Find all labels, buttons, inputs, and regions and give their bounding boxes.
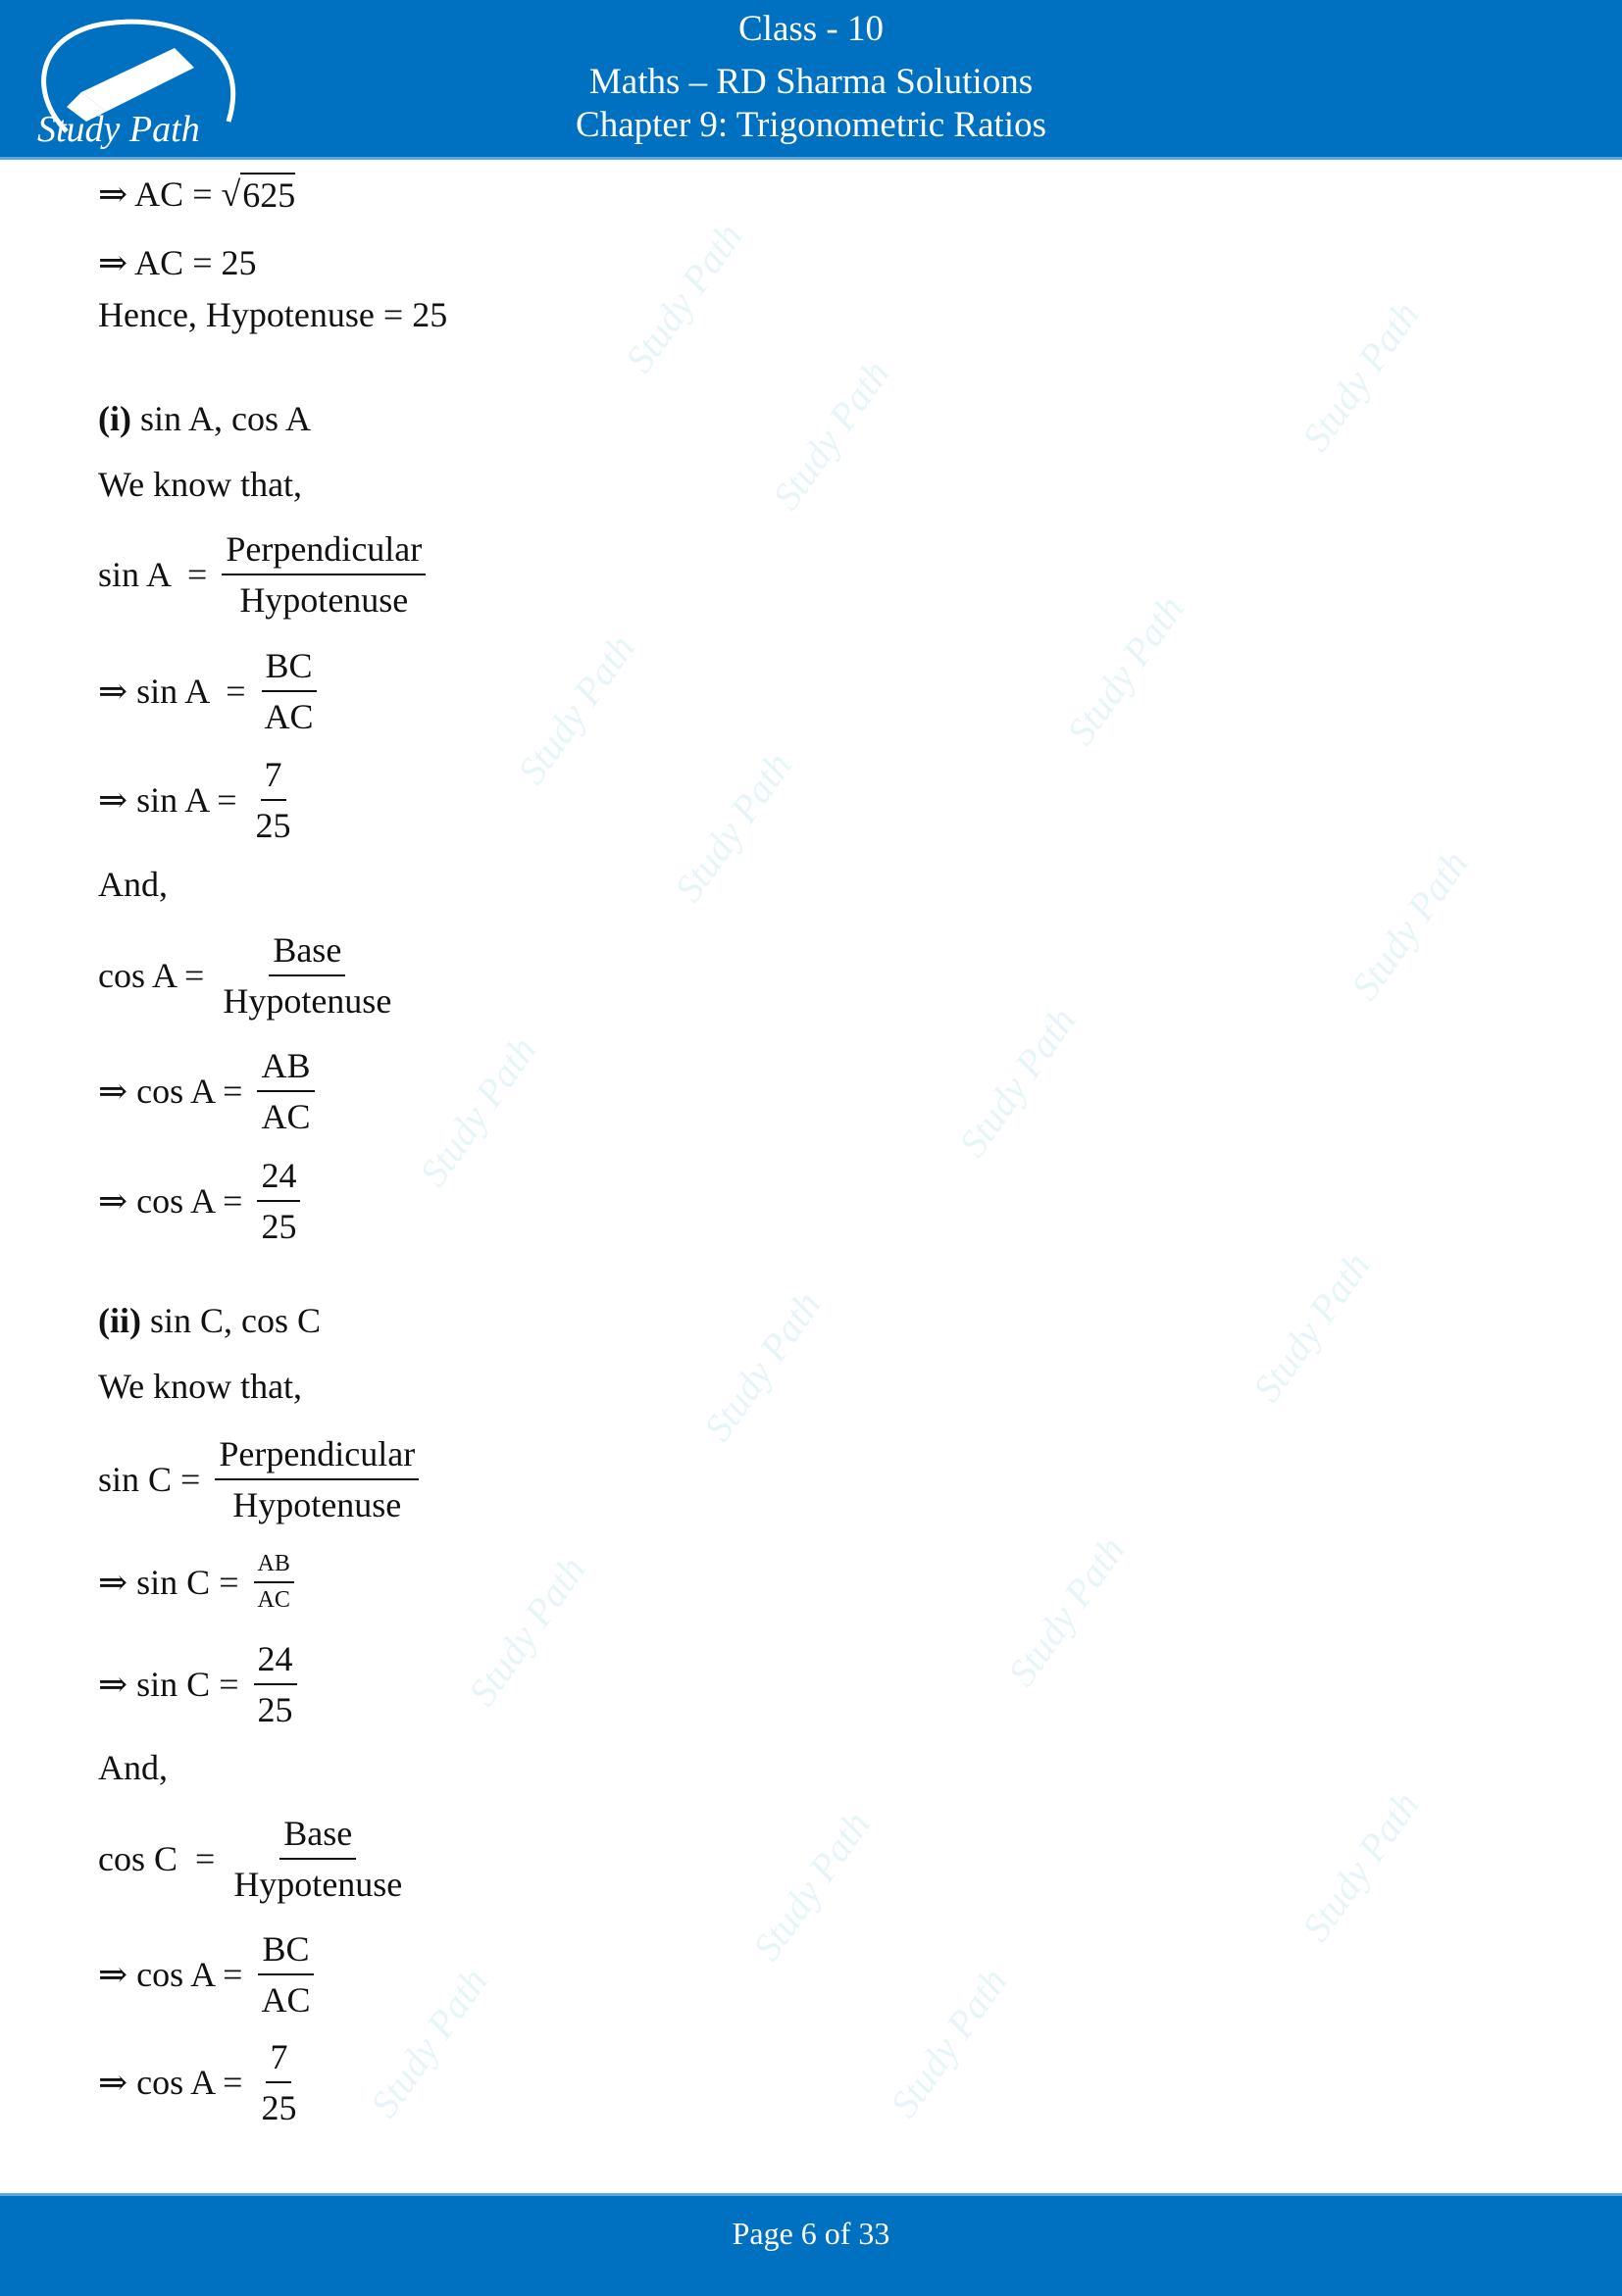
equation bbox=[98, 1813, 412, 1905]
watermark: Study Path bbox=[949, 999, 1085, 1165]
fraction bbox=[219, 929, 395, 1022]
eq-lhs: sin C = bbox=[98, 1460, 210, 1499]
denominator: 25 bbox=[261, 2088, 297, 2127]
denominator: AC bbox=[264, 697, 314, 736]
eq-lhs: ⇒ cos A = bbox=[98, 1955, 252, 1994]
equation bbox=[98, 754, 301, 846]
denominator: 25 bbox=[255, 806, 291, 845]
denominator: AC bbox=[261, 1980, 311, 2020]
watermark: Study Path bbox=[1342, 842, 1477, 1008]
eq-lhs: cos C = bbox=[98, 1839, 225, 1878]
part-ii-heading bbox=[98, 1300, 321, 1341]
fraction bbox=[254, 1638, 297, 1730]
eq-lhs: ⇒ AC = √ bbox=[98, 175, 241, 214]
watermark: Study Path bbox=[665, 744, 800, 910]
fraction bbox=[229, 1813, 406, 1905]
statement: And, bbox=[98, 865, 168, 904]
numerator: Base bbox=[269, 929, 345, 976]
denominator: AC bbox=[257, 1587, 290, 1613]
equation bbox=[98, 528, 431, 621]
equation bbox=[98, 645, 324, 737]
watermark: Study Path bbox=[881, 1960, 1016, 2125]
equation bbox=[98, 1045, 321, 1137]
denominator: 25 bbox=[257, 1690, 293, 1729]
part-i-heading bbox=[98, 398, 311, 439]
numerator: 7 bbox=[261, 754, 286, 801]
denominator: AC bbox=[261, 1097, 311, 1136]
denominator: Hypotenuse bbox=[239, 580, 409, 620]
watermark: Study Path bbox=[694, 1283, 830, 1449]
watermark: Study Path bbox=[459, 1548, 594, 1714]
radicand: 625 bbox=[240, 173, 295, 216]
eq-lhs: ⇒ cos A = bbox=[98, 2063, 252, 2102]
denominator: Hypotenuse bbox=[233, 1865, 403, 1904]
equation-ac-sqrt bbox=[98, 173, 295, 216]
statement: We know that, bbox=[98, 465, 303, 504]
fraction bbox=[252, 754, 295, 846]
numerator: BC bbox=[258, 1928, 313, 1975]
numerator: AB bbox=[257, 1045, 314, 1092]
numerator: 7 bbox=[266, 2036, 291, 2083]
numerator: 24 bbox=[254, 1638, 297, 1685]
hypotenuse-conclusion: Hence, Hypotenuse = 25 bbox=[98, 295, 448, 334]
equation bbox=[98, 2036, 306, 2128]
part-label: (ii) bbox=[98, 1301, 141, 1340]
equation bbox=[98, 1638, 303, 1730]
svg-text:Study Path: Study Path bbox=[37, 109, 200, 150]
eq-lhs: sin A = bbox=[98, 555, 217, 594]
statement: We know that, bbox=[98, 1367, 303, 1406]
watermark: Study Path bbox=[361, 1960, 496, 2125]
numerator: BC bbox=[262, 645, 317, 692]
fraction bbox=[222, 528, 426, 621]
watermark: Study Path bbox=[508, 626, 643, 792]
numerator: Perpendicular bbox=[222, 528, 426, 575]
eq-lhs: cos A = bbox=[98, 956, 214, 995]
watermark: Study Path bbox=[763, 352, 898, 518]
watermark: Study Path bbox=[616, 215, 751, 380]
eq-lhs: ⇒ sin C = bbox=[98, 1665, 248, 1704]
eq-lhs: ⇒ sin A = bbox=[98, 672, 255, 711]
header-chapter: Chapter 9: Trigonometric Ratios bbox=[576, 105, 1046, 145]
page-number: Page 6 of 33 bbox=[732, 2216, 890, 2251]
fraction bbox=[254, 1551, 294, 1614]
eq-lhs: ⇒ cos A = bbox=[98, 1072, 252, 1111]
numerator: AB bbox=[254, 1551, 294, 1583]
watermark: Study Path bbox=[1293, 1783, 1428, 1949]
fraction bbox=[215, 1433, 419, 1525]
part-text: sin C, cos C bbox=[140, 1301, 322, 1340]
equation bbox=[98, 929, 401, 1022]
equation bbox=[98, 1551, 300, 1614]
equation bbox=[98, 1928, 321, 2021]
equation bbox=[98, 1155, 306, 1247]
watermark: Study Path bbox=[1057, 587, 1192, 753]
numerator: Perpendicular bbox=[215, 1433, 419, 1480]
numerator: Base bbox=[279, 1813, 356, 1860]
header-subject: Maths – RD Sharma Solutions bbox=[588, 62, 1034, 102]
eq-lhs: ⇒ sin A = bbox=[98, 780, 246, 820]
page-header bbox=[0, 0, 1622, 160]
part-label: (i) bbox=[98, 399, 131, 438]
fraction bbox=[257, 2036, 300, 2128]
page-footer bbox=[0, 2193, 1622, 2296]
watermark: Study Path bbox=[1243, 1244, 1379, 1410]
watermark: Study Path bbox=[1293, 293, 1428, 459]
equation bbox=[98, 1433, 425, 1525]
fraction bbox=[257, 1155, 300, 1247]
statement: And, bbox=[98, 1748, 168, 1787]
numerator: 24 bbox=[257, 1155, 300, 1202]
header-class: Class - 10 bbox=[738, 9, 884, 49]
watermark: Study Path bbox=[998, 1528, 1134, 1694]
fraction bbox=[257, 1928, 314, 2021]
denominator: 25 bbox=[261, 1207, 297, 1246]
eq-lhs: ⇒ cos A = bbox=[98, 1181, 252, 1221]
watermark: Study Path bbox=[743, 1803, 879, 1969]
part-text: sin A, cos A bbox=[130, 399, 312, 438]
equation-ac: ⇒ AC = 25 bbox=[98, 243, 257, 282]
fraction bbox=[261, 645, 318, 737]
denominator: Hypotenuse bbox=[223, 981, 392, 1021]
denominator: Hypotenuse bbox=[232, 1485, 402, 1524]
watermark: Study Path bbox=[410, 1028, 545, 1194]
eq-lhs: ⇒ sin C = bbox=[98, 1563, 248, 1602]
fraction bbox=[257, 1045, 314, 1137]
